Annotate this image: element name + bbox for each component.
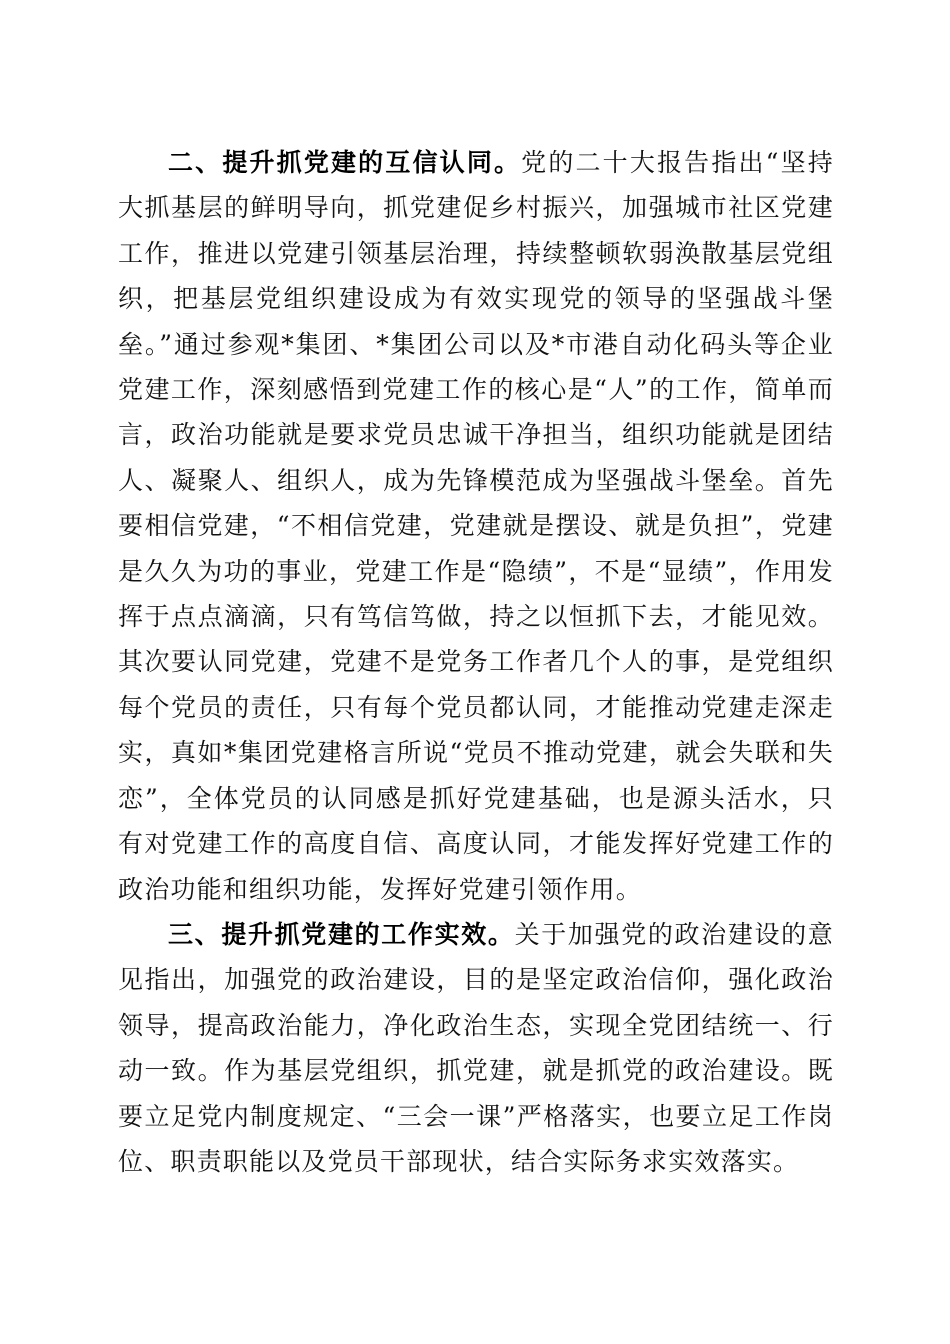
section-paragraph-3 [118, 912, 834, 1184]
section-heading-3: 三、提升抓党建的工作实效。 [168, 919, 515, 949]
section-heading-2: 二、提升抓党建的互信认同。 [168, 148, 522, 177]
document-body [118, 140, 834, 1184]
section-paragraph-2 [118, 140, 834, 912]
section-body-3: 关于加强党的政治建设的意见指出，加强党的政治建设，目的是坚定政治信仰，强化政治领导，提高政治能力，净化政治生态，实现全党团结统一、行动一致。作为基层党组织，抓党建，就是抓党的政治建设。既要立足党内制度规定、“三会一课”严格落实，也要立足工作岗位、职责职能以及党员干部现状，结合实际务求实效落实。 [118, 919, 834, 1176]
section-body-2: 党的二十大报告指出“坚持大抓基层的鲜明导向，抓党建促乡村振兴，加强城市社区党建工作，推进以党建引领基层治理，持续整顿软弱涣散基层党组织，把基层党组织建设成为有效实现党的领导的坚强战斗堡垒。”通过参观*集团、*集团公司以及*市港自动化码头等企业党建工作，深刻感悟到党建工作的核心是“人”的工作，简单而言，政治功能就是要求党员忠诚干净担当，组织功能就是团结人、凝聚人、组织人，成为先锋模范成为坚强战斗堡垒。首先要相信党建，“不相信党建，党建就是摆设、就是负担”，党建是久久为功的事业，党建工作是“隐绩”，不是“显绩”，作用发挥于点点滴滴，只有笃信笃做，持之以恒抓下去，才能见效。其次要认同党建，党建不是党务工作者几个人的事，是党组织每个党员的责任，只有每个党员都认同，才能推动党建走深走实，真如*集团党建格言所说“党员不推动党建，就会失联和失恋”，全体党员的认同感是抓好党建基础，也是源头活水，只有对党建工作的高度自信、高度认同，才能发挥好党建工作的政治功能和组织功能，发挥好党建引领作用。 [118, 148, 834, 904]
